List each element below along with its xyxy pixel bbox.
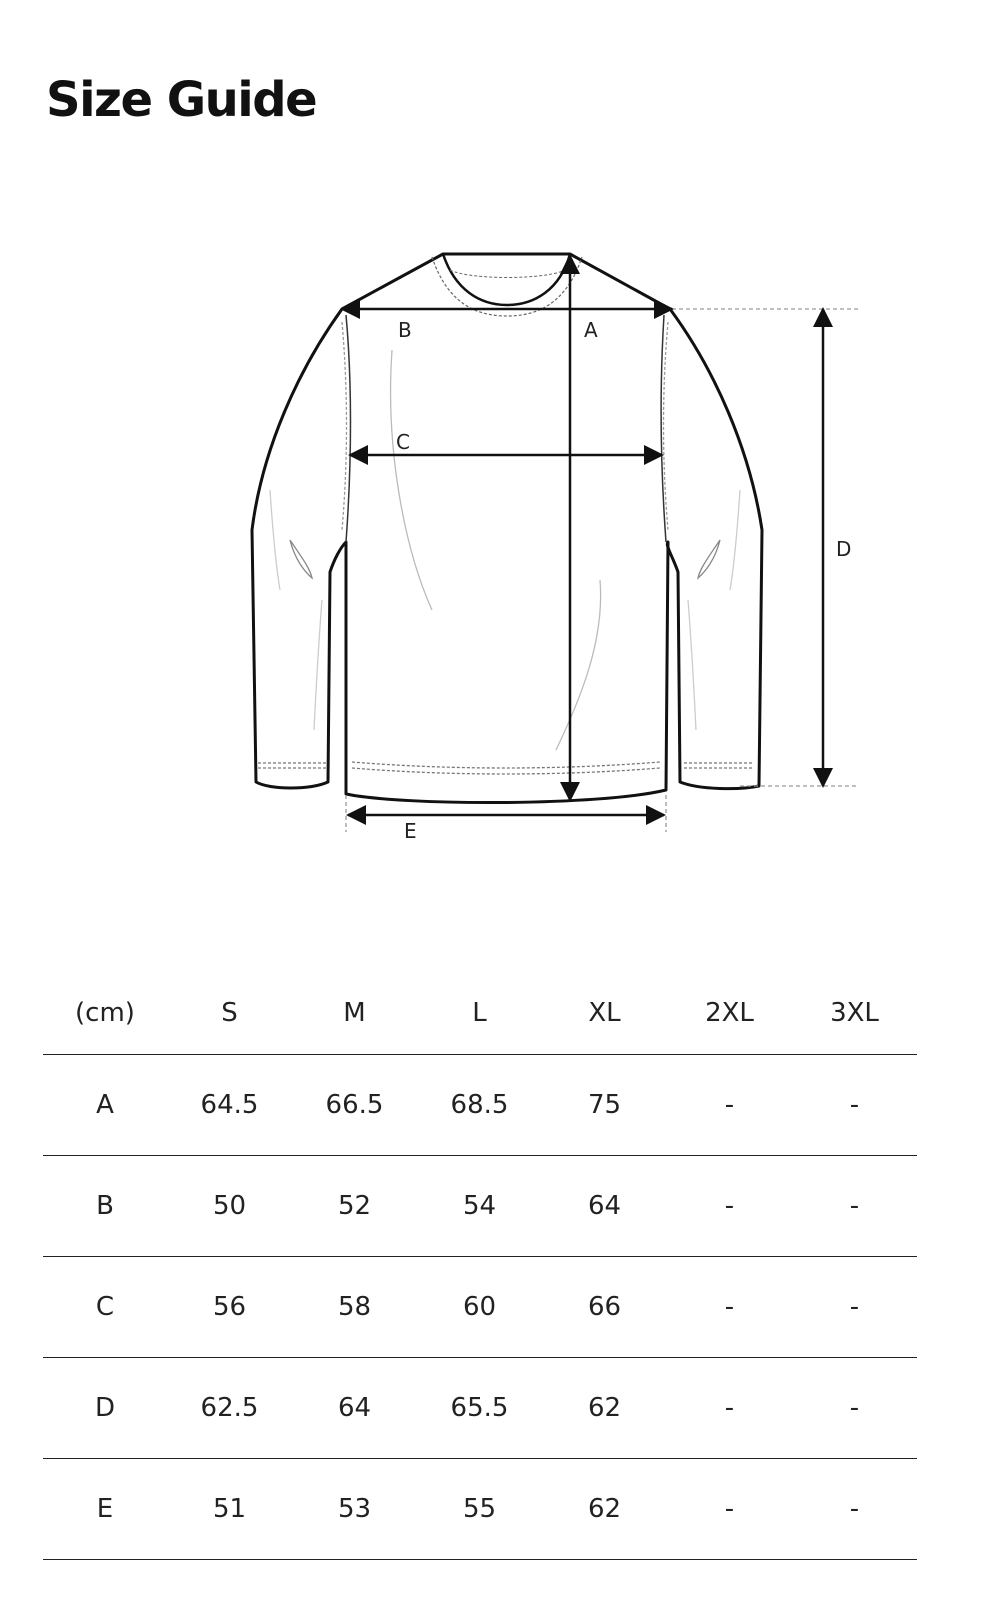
table-cell: 52: [337, 1191, 372, 1221]
table-cell: -: [724, 1393, 735, 1423]
size-table: [43, 990, 917, 1560]
table-cell: 75: [587, 1090, 622, 1120]
size-header: 2XL: [705, 998, 754, 1028]
table-cell: 51: [212, 1494, 247, 1524]
row-label: E: [96, 1494, 114, 1524]
label-b: B: [398, 318, 412, 342]
table-cell: 55: [462, 1494, 497, 1524]
table-cell: 64.5: [200, 1090, 259, 1120]
table-cell: -: [724, 1292, 735, 1322]
table-row: [43, 1055, 917, 1156]
row-label: A: [96, 1090, 114, 1120]
table-cell: 64: [587, 1191, 622, 1221]
table-cell: -: [724, 1494, 735, 1524]
table-cell: 62: [587, 1494, 622, 1524]
row-label: D: [94, 1393, 116, 1423]
table-cell: 65.5: [450, 1393, 509, 1423]
table-cell: 54: [462, 1191, 497, 1221]
table-cell: -: [849, 1292, 860, 1322]
table-cell: 64: [337, 1393, 372, 1423]
row-label: B: [96, 1191, 114, 1221]
page-title: Size Guide: [46, 72, 317, 128]
table-cell: -: [724, 1090, 735, 1120]
table-cell: -: [849, 1494, 860, 1524]
table-cell: 62: [587, 1393, 622, 1423]
size-header: M: [343, 998, 366, 1028]
table-cell: 53: [337, 1494, 372, 1524]
table-cell: -: [849, 1090, 860, 1120]
row-label: C: [95, 1292, 115, 1322]
table-cell: 66: [587, 1292, 622, 1322]
garment-diagram: [0, 230, 1000, 890]
table-cell: -: [849, 1393, 860, 1423]
table-cell: 62.5: [200, 1393, 259, 1423]
size-header: S: [221, 998, 238, 1028]
table-cell: 68.5: [450, 1090, 509, 1120]
table-row: [43, 1257, 917, 1358]
label-e: E: [404, 819, 417, 843]
table-cell: 66.5: [325, 1090, 384, 1120]
table-cell: 60: [462, 1292, 497, 1322]
sweater-outline: [252, 254, 762, 803]
size-header: XL: [588, 998, 621, 1028]
size-header-row: [43, 990, 917, 1055]
label-a: A: [584, 318, 598, 342]
size-header: 3XL: [830, 998, 879, 1028]
label-d: D: [836, 537, 852, 561]
table-row: [43, 1358, 917, 1459]
table-cell: -: [724, 1191, 735, 1221]
table-cell: 50: [212, 1191, 247, 1221]
table-row: [43, 1156, 917, 1257]
label-c: C: [396, 430, 410, 454]
unit-label: (cm): [75, 998, 135, 1028]
table-row: [43, 1459, 917, 1560]
size-header: L: [472, 998, 487, 1028]
table-cell: 56: [212, 1292, 247, 1322]
table-cell: -: [849, 1191, 860, 1221]
table-cell: 58: [337, 1292, 372, 1322]
